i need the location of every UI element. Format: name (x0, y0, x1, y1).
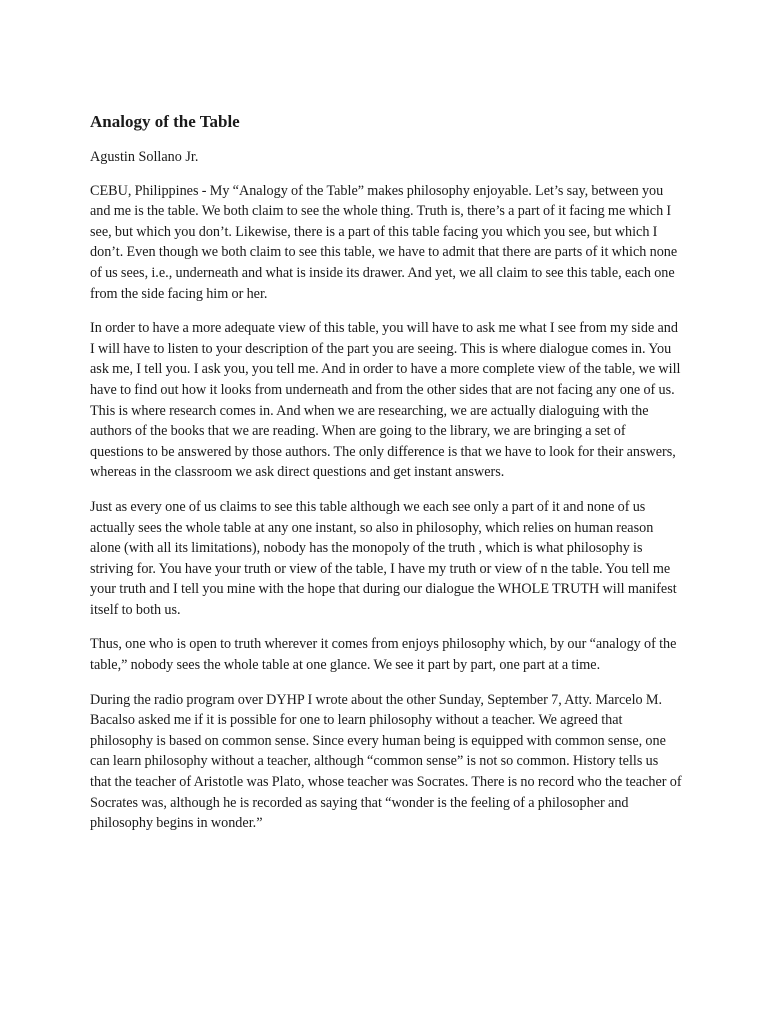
document-page (90, 110, 682, 848)
paragraph-1: CEBU, Philippines - My “Analogy of the Table” makes philosophy enjoyable. Let’s say, between you and me is the table. We both claim to see the whole thing. Truth is, there’s a part of it facing me which I see, but which you don’t. Likewise, there is a part of this table facing you which you see, but which I don’t. Even though we both claim to see this table, we have to admit that there are parts of it which none of us sees, i.e., underneath and what is inside its drawer. And yet, we all claim to see this table, each one from the side facing him or her. (90, 182, 678, 302)
paragraph-5: During the radio program over DYHP I wrote about the other Sunday, September 7, Atty. Marcelo M. Bacalso asked me if it is possible for one to learn philosophy without a teacher. We agreed that philosophy is based on common sense. Since every human being is equipped with common sense, one can learn philosophy without a teacher, although “common sense” is not so common. History tells us that the teacher of Aristotle was Plato, whose teacher was Socrates. There is no record who the teacher of Socrates was, although he is recorded as saying that “wonder is the feeling of a philosopher and philosophy begins in wonder.” (90, 691, 682, 832)
paragraph-3: Just as every one of us claims to see this table although we each see only a part of it and none of us actually sees the whole table at any one instant, so also in philosophy, which relies on human reason alone (with all its limitations), nobody has the monopoly of the truth , which is what philosophy is striving for. You have your truth or view of the table, I have my truth or view of n the table. You tell me your truth and I tell you mine with the hope that during our dialogue the WHOLE TRUTH will manifest itself to both us. (90, 498, 677, 618)
document-author: Agustin Sollano Jr. (90, 149, 199, 165)
document-title: Analogy of the Table (90, 112, 240, 131)
paragraph-4: Thus, one who is open to truth wherever it comes from enjoys philosophy which, by our “analogy of the table,” nobody sees the whole table at one glance. We see it part by part, one part at a time. (90, 636, 677, 674)
paragraph-2: In order to have a more adequate view of this table, you will have to ask me what I see from my side and I will have to listen to your description of the part you are seeing. This is where dialogue comes in. You ask me, I tell you. I ask you, you tell me. And in order to have a more complete view of the table, we will have to find out how it looks from underneath and from the other sides that are not facing any one of us. This is where research comes in. And when we are researching, we are actually dialoguing with the authors of the books that we are reading. When are going to the library, we are bringing a set of questions to be answered by those authors. The only difference is that we have to look for their answers, whereas in the classroom we ask direct questions and get instant answers. (90, 320, 681, 481)
